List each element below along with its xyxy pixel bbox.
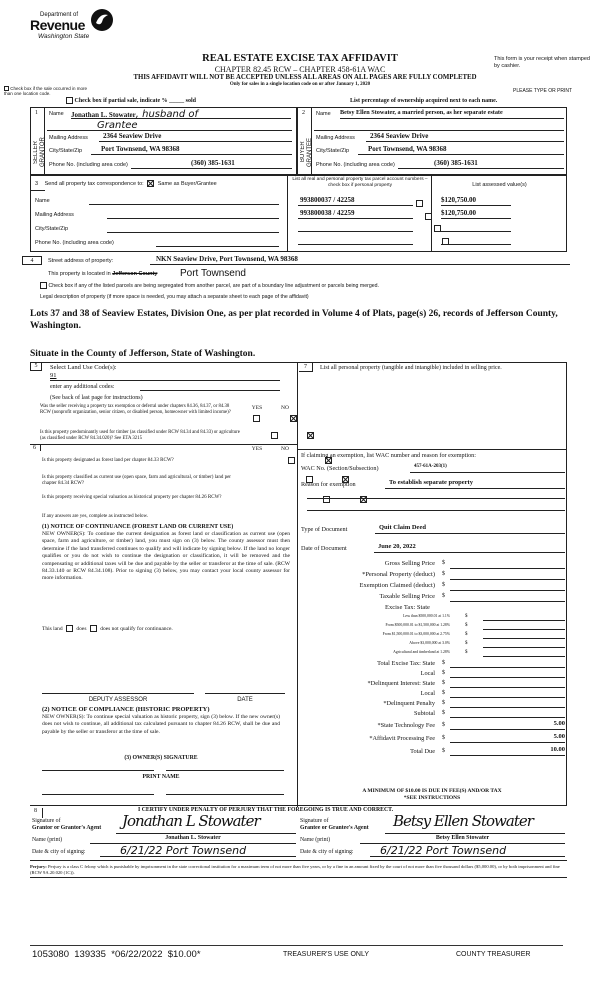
corr-phone-label: Phone No. (including area code): [35, 240, 114, 246]
corr-city-label: City/State/Zip: [35, 226, 69, 232]
logo-sub: Washington State: [38, 33, 90, 40]
section6-q3: Is this property receiving special valuation as historical property per chapter 84.26 RCW?: [42, 495, 222, 500]
instructions-note: (See back of last page for instructions): [50, 395, 143, 401]
treasurer-use-only: TREASURER'S USE ONLY: [283, 951, 370, 958]
form-note: Only for sales in a single location code on or after January 1, 2020: [229, 82, 371, 87]
yes-header-5: YES: [251, 405, 263, 411]
tax-row: *Personal Property (deduct) $: [300, 571, 568, 582]
bracket-2-field[interactable]: [483, 623, 565, 630]
seller-city-label: City/State/Zip: [49, 148, 83, 154]
seller-phone-field[interactable]: (360) 385-1631: [131, 159, 292, 169]
tax-row: Exemption Claimed (deduct) $: [300, 582, 568, 593]
tax-rows-bottom: [300, 660, 568, 759]
doc-date-field[interactable]: June 20, 2022: [374, 543, 565, 553]
seller-phone-label: Phone No. (including area code): [49, 162, 128, 168]
print-name-line-1[interactable]: [42, 789, 154, 795]
section-6-number: 6: [33, 445, 41, 451]
parcel-number-3[interactable]: [298, 222, 413, 232]
perjury-note: Perjury: Perjury is a class C felony which is punishable by imprisonment in the state correctional institution for a maximum term of not more than five years, or by a fine in an amount fixed by the court of not more than five thousand dollars ($5,000.00), or by both imprisonment and fine (RCW 9A.20.020 (1C)).: [30, 864, 567, 878]
notice2-title: (2) NOTICE OF COMPLIANCE (HISTORIC PROPERTY): [42, 706, 210, 713]
parcels-header: List all real and personal property tax parcel account numbers – check box if personal property: [292, 177, 428, 188]
doc-date-label: Date of Document: [301, 545, 347, 552]
buyer-name-field[interactable]: Betsy Ellen Stowater, a married person, as her separate estate: [340, 109, 564, 119]
seller-name-label: Name: [49, 111, 64, 117]
segregated-checkbox[interactable]: [40, 282, 47, 289]
seller-side-label: SELLER GRANTOR: [33, 137, 46, 167]
deputy-assessor-label: DEPUTY ASSESSOR: [88, 697, 148, 703]
tax-row: *Delinquent Interest: State $: [300, 680, 568, 690]
grantee-name-label: Name (print): [300, 837, 331, 843]
corr-name-field[interactable]: [89, 197, 279, 205]
legal-label: Legal description of property (if more space is needed, you may attach a separate sheet to each page of the affidavit): [40, 294, 309, 300]
correspondence-section: [30, 175, 567, 252]
notice2-body: NEW OWNER(S): To continue special valuation as historic property, sign (3) below. If the new owner(s) does not wish to continue, all additional tax calculated pursuant to chapter 84.26 RCW, shall be due and payable by the seller or transferor at the time of sale.: [42, 714, 280, 735]
total-excise-state-field[interactable]: [450, 660, 565, 668]
parcel-value-4[interactable]: [441, 235, 511, 245]
tax-row: *Affidavit Processing Fee $ 5.00: [369, 733, 565, 742]
yes-header-6: YES: [251, 446, 263, 452]
bracket-row: From $500,000.01 to $1,500,000 at 1.28% $: [300, 623, 568, 632]
total-excise-local-field[interactable]: [450, 670, 565, 678]
parcel-number-2[interactable]: 993800038 / 42259: [298, 209, 413, 219]
see-instructions: *SEE INSTRUCTIONS: [403, 795, 461, 801]
grantee-date-field[interactable]: 6/21/22 Port Townsend: [370, 844, 565, 857]
parcel-number-1[interactable]: 993800037 / 42258: [298, 196, 413, 206]
delinquent-penalty-field[interactable]: [450, 700, 565, 708]
reason-line-2[interactable]: [307, 493, 565, 499]
buyer-city-label: City/State/Zip: [316, 148, 350, 154]
no-header-6: NO: [281, 446, 289, 452]
partial-sale-checkbox[interactable]: [66, 97, 73, 104]
treasurer-stamp: 1053080 139335 *06/22/2022 $10.00*: [32, 949, 201, 960]
assessor-date-label: DATE: [237, 697, 253, 703]
buyer-mailing-field[interactable]: 2364 Seaview Drive: [366, 132, 564, 142]
does-not-qualify-checkbox[interactable]: [90, 625, 97, 632]
bracket-5-field[interactable]: [483, 650, 565, 657]
buyer-phone-field[interactable]: (360) 385-1631: [398, 159, 564, 169]
seller-name-field[interactable]: Jonathan L. Stowater, husband of: [71, 109, 291, 119]
section-7-number: 7: [299, 363, 313, 372]
exemption-label: If claiming an exemption, list WAC number and reason for exemption:: [301, 452, 476, 459]
parcel-value-3[interactable]: [441, 222, 511, 232]
reason-field[interactable]: To establish separate property: [385, 479, 565, 489]
deputy-assessor-sig-line[interactable]: [42, 688, 194, 694]
section-4-number: 4: [22, 256, 42, 265]
section-2-number: 2: [302, 110, 305, 116]
ownership-note: List percentage of ownership acquired next to each name.: [350, 98, 498, 104]
multi-location-check[interactable]: Check box if the sale occurred in more than one location code.: [4, 86, 88, 97]
additional-codes-label: enter any additional codes:: [50, 384, 115, 390]
parcel-value-2[interactable]: $120,750.00: [441, 209, 511, 219]
corr-city-field[interactable]: [107, 225, 279, 233]
additional-codes-field[interactable]: [140, 383, 280, 391]
seller-mailing-label: Mailing Address: [49, 135, 88, 141]
personal-property-deduct-field[interactable]: [450, 571, 565, 580]
affidavit-processing-fee-field[interactable]: 5.00: [450, 733, 565, 743]
bracket-1-field[interactable]: [483, 614, 565, 621]
parcel-3-personal-checkbox[interactable]: [434, 225, 441, 232]
buyer-phone-label: Phone No. (including area code): [316, 162, 395, 168]
tax-row: Local $: [300, 670, 568, 680]
parcel-1-personal-checkbox[interactable]: [416, 200, 423, 207]
grantor-name-field[interactable]: Jonathan L. Stowater: [90, 835, 296, 844]
if-yes-note: If any answers are yes, complete as instructed below.: [42, 514, 149, 519]
dor-logo: [30, 8, 120, 48]
print-name-line-2[interactable]: [166, 789, 284, 795]
county-treasurer-label: COUNTY TREASURER: [456, 951, 531, 958]
assessor-date-line[interactable]: [205, 688, 285, 694]
corr-mailing-field[interactable]: [107, 211, 279, 219]
taxable-selling-price-field[interactable]: [450, 593, 565, 602]
type-or-print: PLEASE TYPE OR PRINT: [513, 88, 573, 94]
tax-row: Taxable Selling Price $: [300, 593, 568, 604]
form-subtitle: CHAPTER 82.45 RCW – CHAPTER 458-61A WAC: [214, 65, 386, 74]
excise-tax-label: Excise Tax: State: [385, 604, 430, 611]
seller-section: [30, 107, 297, 175]
grantor-name-label: Name (print): [32, 837, 63, 843]
grantor-signature[interactable]: Jonathan L Stowater: [116, 812, 296, 834]
form-warning: THIS AFFIDAVIT WILL NOT BE ACCEPTED UNLESS ALL AREAS ON ALL PAGES ARE FULLY COMPLETED: [133, 74, 477, 81]
delinquent-interest-local-field[interactable]: [450, 690, 565, 698]
grantee-signature[interactable]: Betsy Ellen Stowater: [385, 812, 565, 834]
print-name-label: PRINT NAME: [142, 774, 180, 780]
correspondence-header: 3 Send all property tax correspondence to: Same as Buyer/Grantee: [35, 180, 217, 187]
exemption-claimed-field[interactable]: [450, 582, 565, 591]
buyer-name-field-2[interactable]: [314, 120, 564, 131]
certification-section: [30, 805, 567, 861]
doc-type-field[interactable]: Quit Claim Deed: [375, 524, 565, 534]
form-title: REAL ESTATE EXCISE TAX AFFIDAVIT: [202, 53, 398, 64]
wac-label: WAC No. (Section/Subsection): [301, 465, 379, 472]
tax-row: *State Technology Fee $ 5.00: [377, 720, 565, 729]
street-address-field[interactable]: NKN Seaview Drive, Port Townsend, WA 98368: [150, 255, 570, 265]
qualify-line: This land does does not qualify for continuance.: [42, 625, 173, 632]
logo-top: Department of: [40, 12, 79, 18]
tax-rows-top: [300, 560, 568, 614]
situate-text: Situate in the County of Jefferson, State of Washington.: [30, 349, 256, 359]
does-qualify-checkbox[interactable]: [66, 625, 73, 632]
section6-q1: Is this property designated as forest land per chapter 84.33 RCW?: [42, 458, 174, 463]
bracket-4-field[interactable]: [483, 641, 565, 648]
street-label: Street address of property:: [48, 258, 114, 264]
q1-no-checkbox[interactable]: [290, 415, 297, 422]
tax-row: Total Due $ 10.00: [410, 746, 565, 755]
section-8-number: 8: [34, 808, 43, 818]
certification-statement: I CERTIFY UNDER PENALTY OF PERJURY THAT THE FOREGOING IS TRUE AND CORRECT.: [138, 807, 394, 813]
buyer-mailing-label: Mailing Address: [316, 135, 355, 141]
tax-row: *Delinquent Penalty $: [300, 700, 568, 710]
corr-name-label: Name: [35, 198, 50, 204]
reason-label: Reason for exemption: [301, 481, 356, 488]
buyer-side-label: BUYER GRANTEE: [300, 137, 313, 167]
doc-type-label: Type of Document: [301, 526, 348, 533]
section-5-number: 5: [30, 362, 42, 371]
tax-row: Gross Selling Price $: [300, 560, 568, 571]
legal-description: Lots 37 and 38 of Seaview Estates, Division One, as per plat recorded in Volume 4 of Plats, page(s) 26, records of Jefferson County, Washington.: [30, 309, 558, 331]
q2-no-checkbox[interactable]: [307, 432, 314, 439]
bracket-3-field[interactable]: [483, 632, 565, 639]
buyer-name-label: Name: [316, 111, 331, 117]
grantee-sig-label: Signature of Grantee or Grantee's Agent: [300, 818, 369, 831]
state-technology-fee-field[interactable]: 5.00: [450, 720, 565, 730]
gross-selling-price-field[interactable]: [450, 560, 565, 569]
bracket-row: Above $3,000,000 at 3.0% $: [300, 641, 568, 650]
seller-name-field-2[interactable]: Grantee: [47, 120, 292, 131]
assessed-header: List assessed value(s): [472, 182, 527, 188]
parcel-2-personal-checkbox[interactable]: [425, 213, 432, 220]
grantor-sig-label: Signature of Grantor or Grantor's Agent: [32, 818, 102, 831]
owner-sig-line-1[interactable]: [42, 765, 154, 771]
partial-sale-check[interactable]: Check box if partial sale, indicate % _____ sold: [66, 97, 196, 104]
land-use-q2: Is this property predominantly used for timber (as classified under RCW 84.34 and 84.33) or agriculture (as classified under RCW 84.34.020)? See ETA 3215: [40, 430, 240, 441]
tax-brackets: [300, 614, 568, 659]
seller-mailing-field[interactable]: 2364 Seaview Drive: [99, 132, 292, 142]
land-use-q1: Was the seller receiving a property tax exemption or deferral under chapters 84.36, 84.37, or 84.38 RCW (nonprofit organization, senior citizen, or disabled person, homeowner with limited income)?: [40, 404, 231, 415]
same-as-buyer-checkbox[interactable]: [147, 180, 154, 187]
located-label: This property is located in Jefferson County: [48, 271, 158, 277]
seller-city-field[interactable]: Port Townsend, WA 98368: [91, 145, 292, 155]
land-use-code-field[interactable]: 91: [50, 372, 280, 381]
segregated-check[interactable]: Check box if any of the listed parcels are being segregated from another parcel, are part of a boundary line adjustment or parcels being merged.: [40, 282, 379, 289]
wac-field[interactable]: 457-61A-203(1): [410, 464, 565, 473]
grantor-date-field[interactable]: 6/21/22 Port Townsend: [100, 844, 296, 857]
personal-property-label: List all personal property (tangible and intangible) included in selling price.: [320, 365, 502, 371]
located-value[interactable]: Port Townsend: [180, 268, 246, 279]
total-due-field[interactable]: 10.00: [450, 746, 565, 756]
q2-yes-checkbox[interactable]: [271, 432, 278, 439]
corr-phone-field[interactable]: [156, 239, 279, 247]
bracket-row: Agricultural and timberland at 1.28% $: [300, 650, 568, 659]
bracket-row: From $1,500,000.01 to $3,000,000 at 2.75% $: [300, 632, 568, 641]
land-use-label: Select Land Use Code(s):: [50, 364, 117, 371]
section-1-number: 1: [35, 110, 38, 116]
parcel-value-1[interactable]: $120,750.00: [441, 196, 511, 206]
corr-mailing-label: Mailing Address: [35, 212, 74, 218]
notice1-title: (1) NOTICE OF CONTINUANCE (FOREST LAND OR CURRENT USE): [42, 524, 234, 530]
q1-yes-checkbox[interactable]: [253, 415, 260, 422]
receipt-note: This form is your receipt when stamped by cashier.: [494, 56, 590, 69]
grantor-date-label: Date & city of signing:: [32, 849, 86, 855]
logo-main: Revenue: [30, 17, 85, 33]
notice1-body: NEW OWNER(S): To continue the current designation as forest land or classification as current use (open space, farm and agriculture, or timber) land, you must sign on (3) below. The county assessor must then determine if the land transferred continues to qualify and will indicate by signing below. If the land no longer qualifies or you do not wish to continue the designation or classification, it will be removed and the compensating or additional taxes will be due and payable by the seller or transferor at the time of sale. (RCW 84.33.140 or RCW 84.34.108). Prior to signing (3) below, you may contact your local county assessor for more information.: [42, 531, 290, 582]
bracket-row: Less than $500,000.01 at 1.1% $: [300, 614, 568, 623]
tax-row: Local $: [300, 690, 568, 700]
swirl-logo-icon: [90, 8, 114, 32]
subtotal-field[interactable]: [450, 710, 565, 718]
buyer-section: [297, 107, 567, 175]
tax-row: Total Excise Tax: State $: [300, 660, 568, 670]
parcel-number-4[interactable]: [298, 235, 413, 245]
multi-location-checkbox[interactable]: [4, 86, 9, 91]
section6-q2: Is this property classified as current use (open space, farm and agricultural, or timber) land per chapter 84.34 RCW?: [42, 475, 231, 486]
no-header-5: NO: [281, 405, 289, 411]
reason-line-3[interactable]: [307, 505, 565, 511]
s6-q1-yes-checkbox[interactable]: [288, 457, 295, 464]
owner-sig-line-2[interactable]: [166, 765, 284, 771]
owner-sig-label: (3) OWNER(S) SIGNATURE: [124, 755, 198, 761]
grantee-name-field[interactable]: Betsy Ellen Stowater: [360, 835, 565, 844]
tax-row: Subtotal $: [300, 710, 568, 720]
grantee-date-label: Date & city of signing:: [300, 849, 354, 855]
delinquent-interest-state-field[interactable]: [450, 680, 565, 688]
buyer-city-field[interactable]: Port Townsend, WA 98368: [358, 145, 564, 155]
minimum-note: A MINIMUM OF $10.00 IS DUE IN FEE(S) AND/OR TAX: [362, 788, 502, 794]
